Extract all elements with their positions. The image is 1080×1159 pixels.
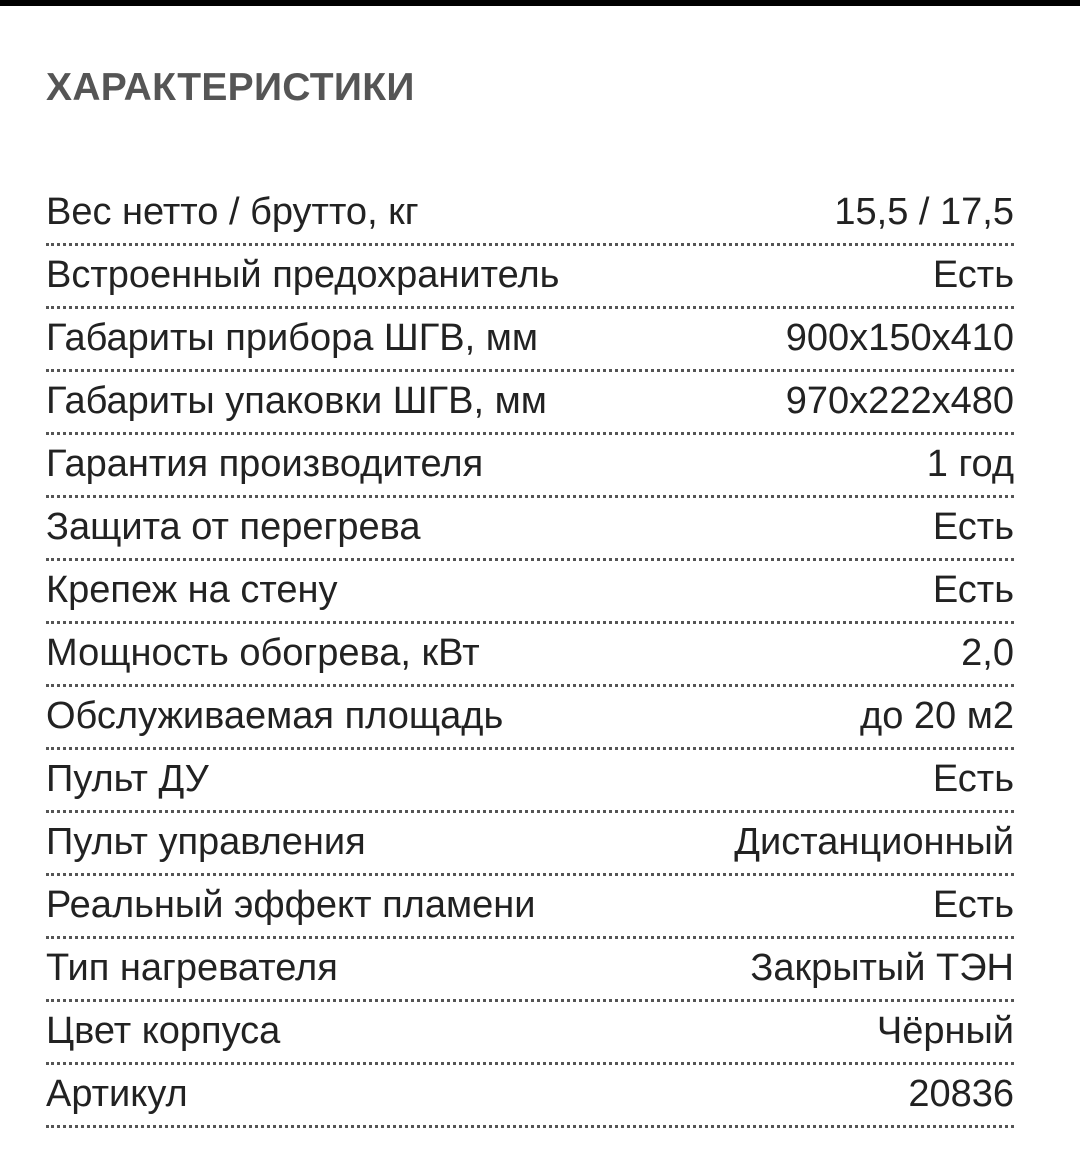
spec-list xyxy=(46,183,1014,1128)
spec-value: 900x150x410 xyxy=(785,317,1014,359)
spec-label: Гарантия производителя xyxy=(46,443,484,485)
spec-label: Цвет корпуса xyxy=(46,1010,281,1052)
spec-row-article xyxy=(46,1065,1014,1128)
spec-row-control-panel xyxy=(46,813,1014,876)
spec-value: 15,5 / 17,5 xyxy=(834,191,1014,233)
spec-value: Есть xyxy=(932,254,1014,296)
spec-value: 20836 xyxy=(908,1073,1014,1115)
spec-label: Крепеж на стену xyxy=(46,569,338,611)
spec-value: Есть xyxy=(932,884,1014,926)
spec-value: Есть xyxy=(932,569,1014,611)
spec-label: Встроенный предохранитель xyxy=(46,254,560,296)
spec-value: до 20 м2 xyxy=(860,695,1014,737)
spec-value: 970x222x480 xyxy=(785,380,1014,422)
section-title: ХАРАКТЕРИСТИКИ xyxy=(46,66,415,109)
spec-row-warranty xyxy=(46,435,1014,498)
spec-row-weight xyxy=(46,183,1014,246)
spec-row-wall-mount xyxy=(46,561,1014,624)
spec-label: Пульт ДУ xyxy=(46,758,209,800)
spec-label: Защита от перегрева xyxy=(46,506,421,548)
top-bar xyxy=(0,0,1080,6)
spec-row-flame-effect xyxy=(46,876,1014,939)
spec-row-device-dimensions xyxy=(46,309,1014,372)
spec-label: Артикул xyxy=(46,1073,188,1115)
spec-value: Есть xyxy=(932,758,1014,800)
spec-value: Дистанционный xyxy=(734,821,1014,863)
spec-value: Закрытый ТЭН xyxy=(750,947,1014,989)
spec-label: Реальный эффект пламени xyxy=(46,884,536,926)
spec-row-heating-power xyxy=(46,624,1014,687)
spec-value: Чёрный xyxy=(876,1010,1014,1052)
spec-row-body-color xyxy=(46,1002,1014,1065)
spec-row-remote xyxy=(46,750,1014,813)
spec-label: Обслуживаемая площадь xyxy=(46,695,504,737)
spec-label: Габариты прибора ШГВ, мм xyxy=(46,317,539,359)
spec-label: Пульт управления xyxy=(46,821,366,863)
spec-label: Вес нетто / брутто, кг xyxy=(46,191,419,233)
spec-row-service-area xyxy=(46,687,1014,750)
spec-value: 1 год xyxy=(926,443,1014,485)
spec-value: Есть xyxy=(932,506,1014,548)
spec-label: Тип нагревателя xyxy=(46,947,338,989)
spec-value: 2,0 xyxy=(961,632,1014,674)
spec-row-package-dimensions xyxy=(46,372,1014,435)
spec-row-heater-type xyxy=(46,939,1014,1002)
spec-label: Габариты упаковки ШГВ, мм xyxy=(46,380,547,422)
spec-row-fuse xyxy=(46,246,1014,309)
spec-label: Мощность обогрева, кВт xyxy=(46,632,480,674)
spec-row-overheat-protection xyxy=(46,498,1014,561)
